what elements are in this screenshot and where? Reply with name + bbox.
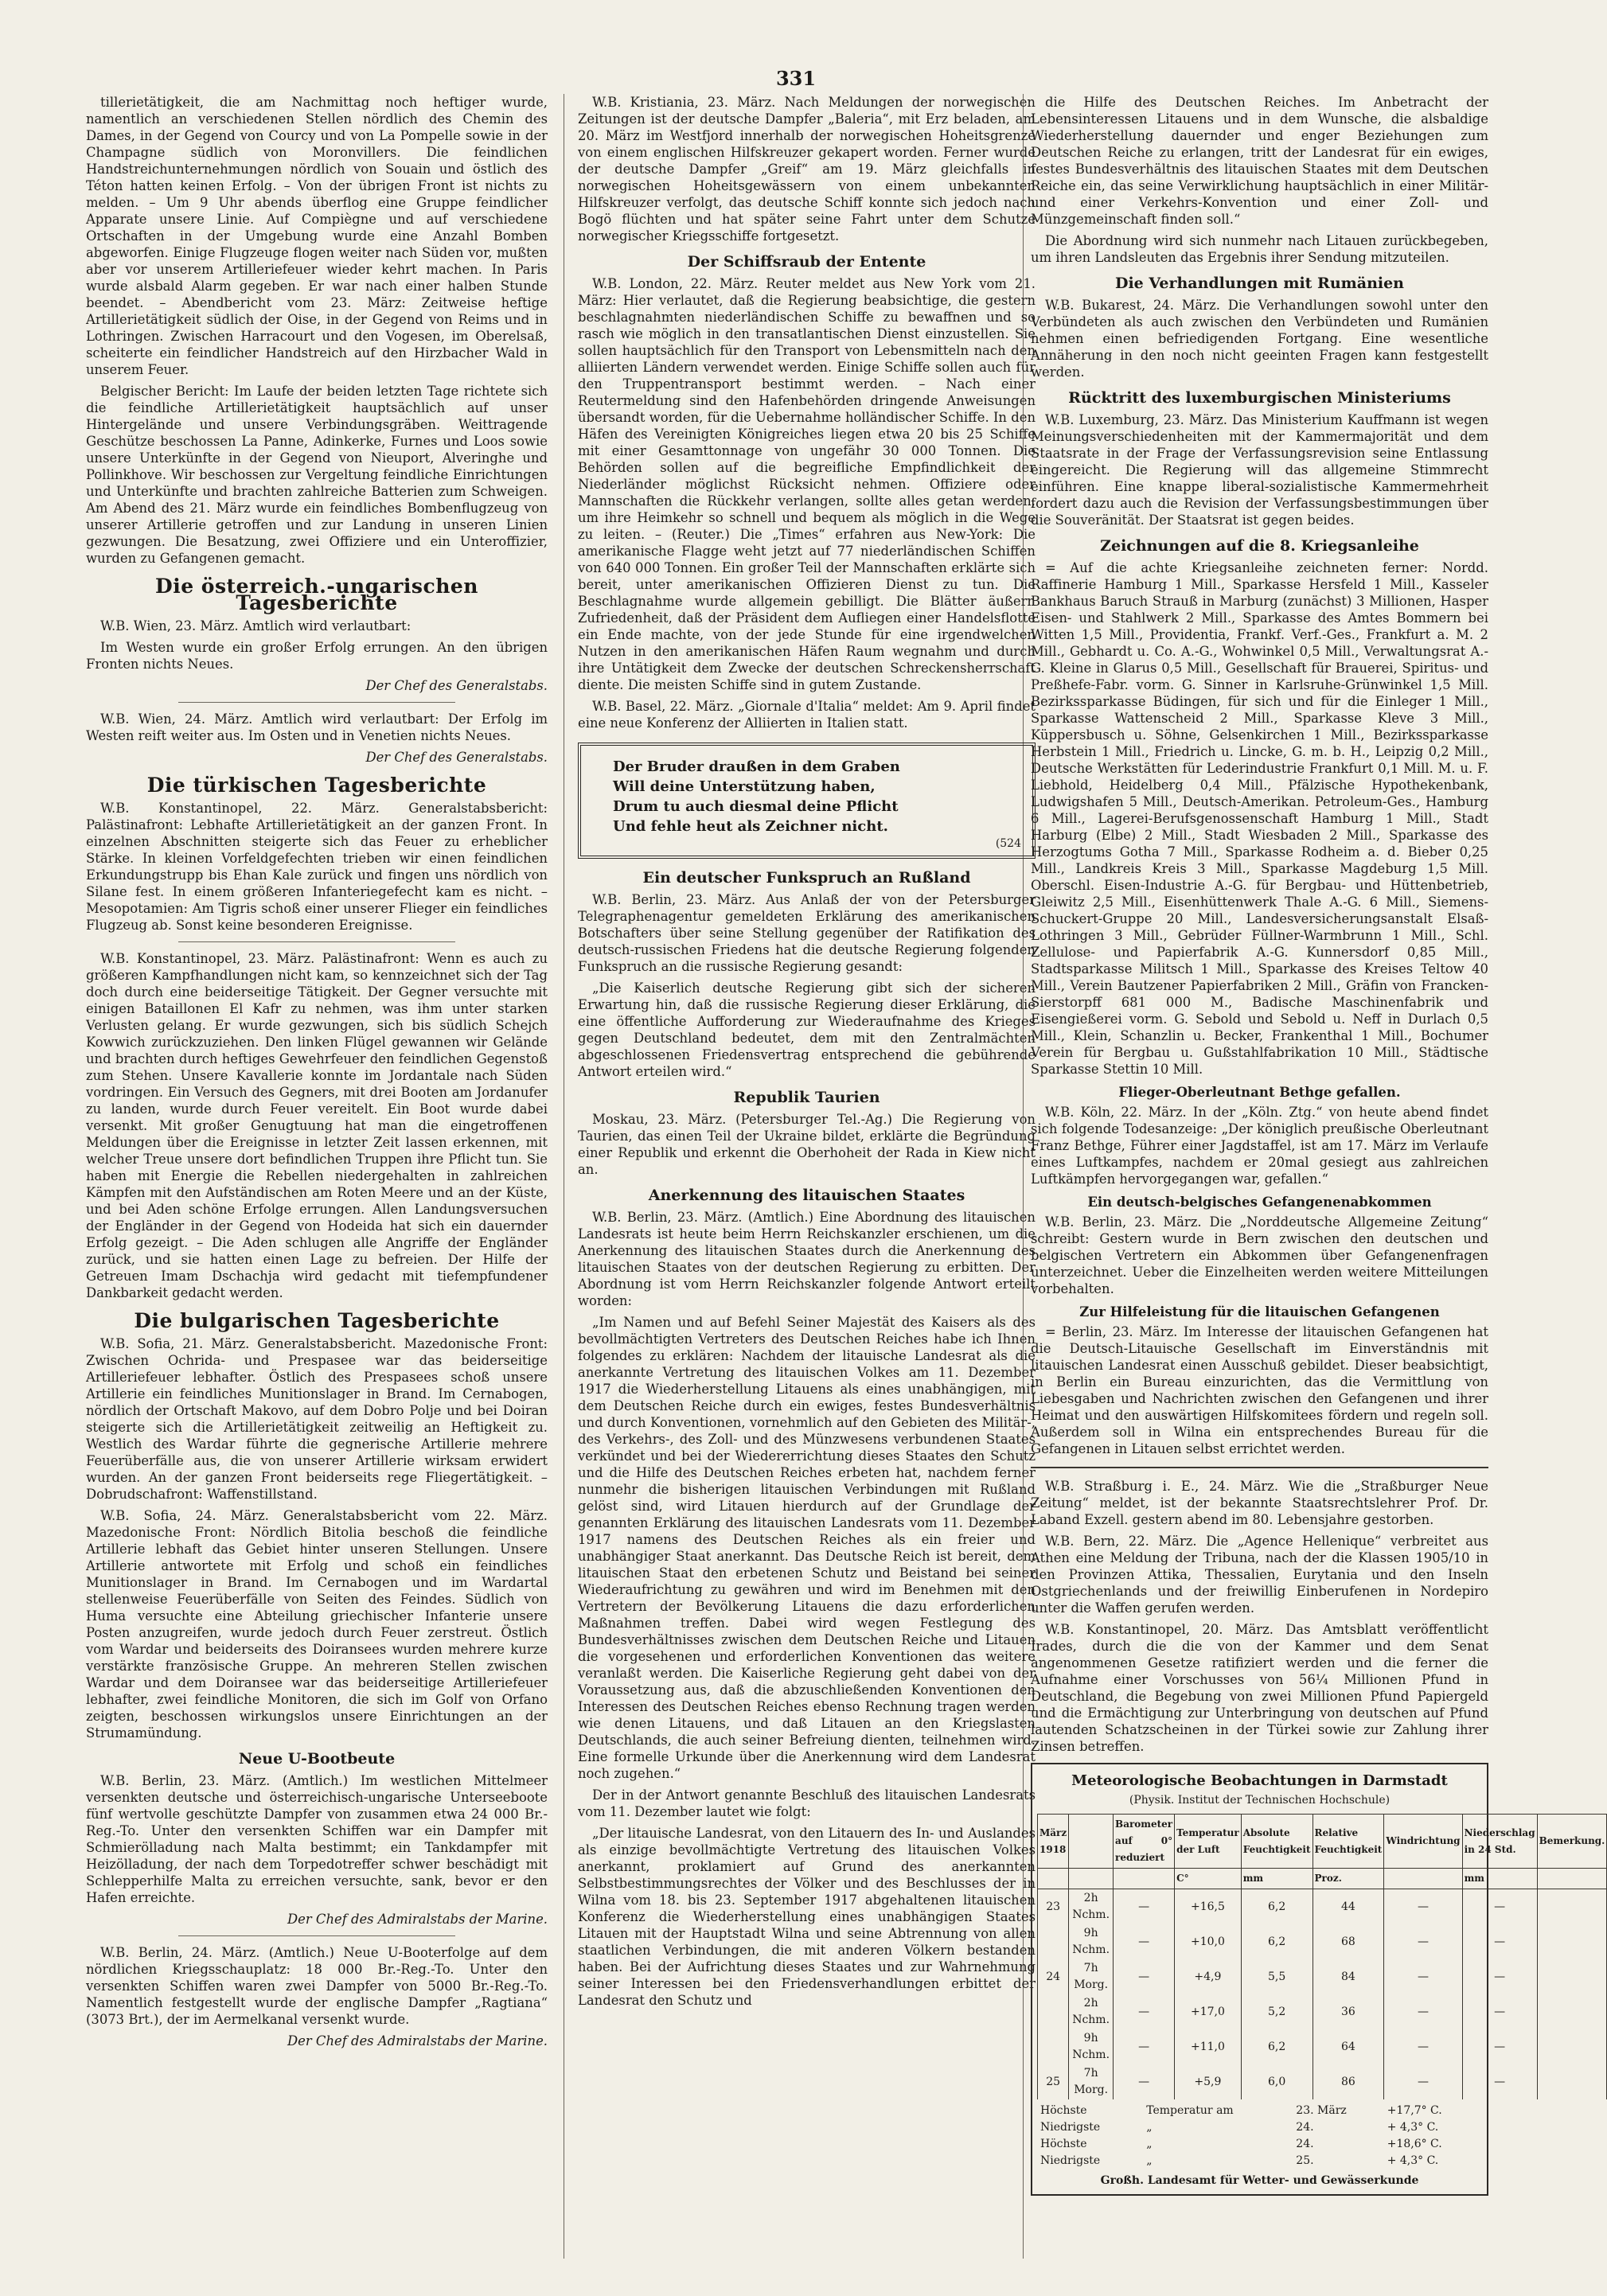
article-paragraph: W.B. Konstantinopel, 20. März. Das Amtsblatt veröffentlicht Irades, durch die die von der Kammer und dem Senat angenommenen Gesetze ratifiziert werden und die ferner die Aufnahme einer Vorschusses von 56¼ Millionen Pfund in Deutschland, die Begebung von zwei Millionen Pfund Papiergeld und die Ermächtigung zur Unterbringung von deutschen auf Pfund lautenden Schatzscheinen in der Türkei sowie zur Zahlung ihrer Zinsen betreffen.: [1031, 1622, 1488, 1754]
weather-cell: 7h Morg.: [1069, 2064, 1114, 2099]
weather-cell: [1038, 1924, 1069, 1959]
weather-column-header: Windrichtung: [1384, 1815, 1462, 1869]
article-paragraph: = Berlin, 23. März. Im Interesse der litauischen Gefangenen hat die Deutsch-Litauische Gesellschaft im Einverständnis mit litauischen Landesrat einen Ausschuß gebildet. Dieser beabsichtigt, in Berlin ein Bureau einzurichten, das die Vermittlung von Liebesgaben und Nachrichten zwischen den Gefangenen und ihrer Heimat und den auswärtigen Hilfskomitees fördern und regeln soll. Außerdem soll in Wilna ein entsprechendes Bureau für die Gefangenen in Litauen selbst errichtet werden.: [1031, 1324, 1488, 1456]
weather-column-header: Relative Feuchtigkeit: [1313, 1815, 1384, 1869]
weather-unit: C°: [1175, 1869, 1242, 1889]
article-paragraph: W.B. Wien, 23. März. Amtlich wird verlautbart:: [100, 618, 412, 633]
weather-cell: [1537, 1994, 1607, 2029]
weather-summary-row: [1037, 2103, 1482, 2119]
article-paragraph: W.B. London, 22. März. Reuter meldet aus New York vom 21. März: Hier verlautet, daß die Regierung beabsichtige, die gestern beschlagnahmten niederländischen Schiffe zu bewaffnen und so rasch wie möglich in den transatlantischen Dienst einzustellen. Sie sollen hauptsächlich für den Transport von Lebensmitteln nach den alliierten Ländern verwendet werden. Einige Schiffe sollen auch für den Truppentransport bestimmt werden. – Nach einer Reutermeldung sind den Hafenbehörden dringende Anweisungen übersandt worden, für die Uebernahme holländischer Schiffe. In den Häfen des Vereinigten Königreiches liegen etwa 20 bis 25 Schiffe mit einer Gesamttonnage von ungefähr 30 000 Tonnen. Die Behörden sollen auf die begreifliche Empfindlichkeit der Niederländer möglichst Rücksicht nehmen. Offiziere oder Mannschaften die Rückkehr verlangen, sollte alles getan werden, um ihre Heimkehr so schnell und bequem als möglich in die Wege zu leiten. – (Reuter.) Die „Times“ erfahren aus New-York: Die amerikanische Flagge weht jetzt auf 77 niederländischen Schiffen von 640 000 Tonnen. Ein großer Teil der Mannschaften erklärte sich bereit, unter amerikanischen Offizieren Dienst zu tun. Die Beschlagnahme wurde allgemein gebilligt. Die Blätter äußern Zufriedenheit, daß der Präsident dem Aufliegen einer Handelsflotte ein Ende machte, von der jede Stunde für eine irgendwelchen Nutzen in den amerikanischen Häfen Raum wegnahm und durch ihre Untätigkeit dem Zwecke der deutschen Schreckensherrschaft diente. Die meisten Schiffe sind in gutem Zustande.: [578, 276, 1036, 692]
section-heading: Die bulgarischen Tagesberichte: [134, 1309, 500, 1332]
weather-cell: 68: [1313, 1924, 1384, 1959]
weather-cell: 64: [1313, 2029, 1384, 2064]
article-paragraph: W.B. Sofia, 24. März. Generalstabsbericht vom 22. März. Mazedonische Front: Nördlich Bitolia beschoß die feindliche Artillerie lebhaft das Gebiet hinter unseren Stellungen. Unsere Artillerie antwortete mit Erfolg und schoß ein feindliches Munitionslager in Brand. Im Cernabogen und im Wardartal stellenweise Feuerüberfälle von Seiten des Feindes. Südlich von Huma versuchte eine Abteilung griechischer Infanterie unsere Posten anzugreifen, wurde jedoch durch Feuer zerstreut. Östlich vom Wardar und beiderseits des Doiransees wurden mehrere kurze verstärkte französische Gruppe. An mehreren Stellen zwischen Wardar und dem Doiransee war das beiderseitige Artilleriefeuer lebhafter, zwei feindliche Monitoren, die sich im Golf von Orfano zeigten, beschossen wirkungslos unsere Einrichtungen an der Strumamündung.: [86, 1508, 548, 1741]
weather-cell: +5,9: [1175, 2064, 1242, 2099]
article-paragraph: W.B. Konstantinopel, 23. März. Palästinafront: Wenn es auch zu größeren Kampfhandlungen nicht kam, so kennzeichnet sich der Tag doch durch eine beiderseitige Tätigkeit. Der Gegner versuchte mit einigen Bataillonen El Kafr zu nehmen, was ihm unter starken Verlusten gelang. Er wurde gezwungen, sich bis südlich Schejch Kowwich zurückzuziehen. Den linken Flügel gewannen wir Gelände und brachten durch heftiges Gewehrfeuer den feindlichen Gegenstoß zum Stehen. Unsere Kavallerie konnte im Jordantale nach Süden vordringen. Ein Versuch des Gegners, mit drei Booten am Jordanufer zu landen, wurde durch Feuer vereitelt. Ein Boot wurde dabei versenkt. Mit großer Genugtuung hat man die eingetroffenen Meldungen über die Ereignisse in letzter Zeit lassen erkennen, mit welcher Treue unsere dort befindlichen Truppen ihre Pflicht tun. Sie haben mit Energie die Rebellen niedergehalten in zahlreichen Kämpfen mit den Aufständischen am Roten Meere und an der Küste, und bei Aden schöne Erfolge errungen. Allen Landungsversuchen der Engländer in der Gegend von Hodeida hat sich ein dauernder Erfolg gezeigt. – Die Aden schlugen alle Angriffe der Engländer zurück, und sie hatten einen Lage zu befreien. Der Hilfe der Getreuen Imam Dschachja wird gedacht mit tiefempfundener Dankbarkeit gedacht werden.: [86, 951, 548, 1300]
weather-summary-cell: +18,6° C.: [1387, 2138, 1442, 2150]
war-bond-advertisement: [578, 743, 1036, 859]
weather-summary-cell: +17,7° C.: [1387, 2104, 1442, 2117]
weather-cell: [1537, 2064, 1607, 2099]
page-number: 331: [775, 67, 817, 90]
article-paragraph: W.B. Bukarest, 24. März. Die Verhandlungen sowohl unter den Verbündeten als auch zwischen den Verbündeten und Rumänien nehmen einen befriedigenden Fortgang. Eine wesentliche Annäherung in den noch nicht geeinten Fragen kann festgestellt werden.: [1031, 298, 1488, 380]
weather-summary-cell: + 4,3° C.: [1387, 2121, 1439, 2134]
weather-cell: 86: [1313, 2064, 1384, 2099]
weather-cell: —: [1114, 1889, 1175, 1925]
weather-cell: —: [1114, 2029, 1175, 2064]
signature-line: Der Chef des Admiralstabs der Marine.: [287, 1912, 548, 1927]
weather-cell: +16,5: [1175, 1889, 1242, 1925]
weather-summary-cell: „: [1146, 2138, 1153, 2150]
weather-cell: —: [1462, 1924, 1537, 1959]
article-paragraph: = Auf die achte Kriegsanleihe zeichneten ferner: Nordd. Raffinerie Hamburg 1 Mill., Sparkasse Hersfeld 1 Mill., Kasseler Bankhaus Baruch Strauß in Marburg (zunächst) 3 Millionen, Hasper Eisen- und Stahlwerk 2 Mill., Sparkasse des Amtes Bommern bei Witten 1,5 Mill., Providentia, Frankf. Verf.-Ges., Frankfurt a. M. 2 Mill., Gebhardt u. Co. A.-G., Wohwinkel 0,5 Mill., Verwaltungsrat A.-G. Kleine in Glarus 0,5 Mill., Gesellschaft für Brauerei, Spiritus- und Preßhefe-Fabr. vorm. G. Sinner in Karlsruhe-Grünwinkel 1,5 Mill. Bezirkssparkasse Büdingen, für sich und für die Einleger 1 Mill., Sparkasse Wattenscheid 2 Mill., Sparkasse Kleve 3 Mill., Küppersbusch u. Söhne, Gelsenkirchen 1 Mill., Bezirkssparkasse Herbstein 1 Mill., Friedrich u. Lincke, G. m. b. H., Leipzig 0,2 Mill., Deutsche Werkstätten für Lederindustrie Frankfurt 0,1 Mill. M. u. F. Liebhold, Heidelberg 0,4 Mill., Pfälzische Hypothekenbank, Ludwigshafen 5 Mill., Deutsch-Amerikan. Petroleum-Ges., Hamburg 6 Mill., Lagerei-Berufsgenossenschaft Hamburg 1 Mill., Stadt Harburg (Elbe) 2 Mill., Stadt Wiesbaden 2 Mill., Sparkasse des Herzogtums Gotha 7 Mill., Sparkasse Rodheim a. d. Bieber 0,25 Mill., Landkreis Kreis 3 Mill., Sparkasse Magdeburg 1,5 Mill. Oberschl. Eisen-Industrie A.-G. für Bergbau- und Hüttenbetrieb, Gleiwitz 2,5 Mill., Eisenhüttenwerk Thale A.-G. 6 Mill., Siemens-Schuckert-Gruppe 20 Mill., Landesversicherungsanstalt Elsaß-Lothringen 3 Mill., Gebrüder Füllner-Warmbrunn 1 Mill., Schl. Zellulose- und Papierfabrik A.-G. Kunnersdorf 0,85 Mill., Stadtsparkasse Militsch 1 Mill., Sparkasse des Kreises Teltow 40 Mill., Verein Bautzener Papierfabriken 2 Mill., Gräfin von Francken-Sierstorpff 681 000 M., Badische Maschinenfabrik und Eisengießerei vorm. G. Sebold und Sebold u. Neff in Durlach 0,5 Mill., Klein, Schanzlin u. Becker, Frankenthal 1 Mill., Bochumer Verein für Bergbau u. Gußstahlfabrikation 10 Mill., Städtische Sparkasse Stettin 10 Mill.: [1031, 560, 1488, 1077]
weather-summary-cell: Höchste: [1040, 2138, 1087, 2150]
article-paragraph: W.B. Kristiania, 23. März. Nach Meldungen der norwegischen Zeitungen ist der deutsche Dampfer „Baleria“, mit Erz beladen, am 20. März im Westfjord innerhalb der norwegischen Hoheitsgrenze von einem englischen Hilfskreuzer gekapert worden. Ferner wurde der deutsche Dampfer „Greif“ am 19. März gleichfalls in norwegischen Hoheitsgewässern von einem unbekannten Hilfskreuzer verfolgt, das deutsche Schiff konnte sich jedoch nach Bogö flüchten und hat später seine Fahrt unter dem Schutze norwegischer Kriegsschiffe fortgesetzt.: [578, 95, 1036, 244]
article-paragraph: Der in der Antwort genannte Beschluß des litauischen Landesrats vom 11. Dezember lautet wie folgt:: [578, 1787, 1036, 1819]
article-headline: Republik Taurien: [733, 1089, 880, 1106]
weather-cell: 5,5: [1241, 1959, 1313, 1994]
article-paragraph: W.B. Bern, 22. März. Die „Agence Hellenique“ verbreitet aus Athen eine Meldung der Tribuna, nach der die Klassen 1905/10 in den Provinzen Attika, Thessalien, Eurytania und den Inseln Ostgriechenlands und der freiwillig Einberufenen in Nordepiro unter die Waffen gerufen werden.: [1031, 1534, 1488, 1616]
weather-unit: Proz.: [1313, 1869, 1384, 1889]
weather-cell: —: [1384, 1959, 1462, 1994]
article-subheadline: Flieger-Oberleutnant Bethge gefallen.: [1118, 1085, 1401, 1100]
article-paragraph: „Im Namen und auf Befehl Seiner Majestät des Kaisers als des bevollmächtigten Vertreters des Deutschen Reiches habe ich Ihnen folgendes zu erklären: Nachdem der litauische Landesrat als die anerkannte Vertretung des litauischen Volkes am 11. Dezember 1917 die Wiederherstellung Litauens als eines unabhängigen, mit dem Deutschen Reiche durch ein ewiges, festes Bundesverhältnis und durch Konventionen, vornehmlich auf den Gebieten des Militär-, des Verkehrs-, des Zoll- und des Münzwesens verbundenen Staates verkündet und bei der Wiedererrichtung dieses Staates den Schutz und die Hilfe des Deutschen Reiches erbeten hat, nachdem ferner nunmehr die bisherigen litauischen Verbindungen mit Rußland gelöst sind, wird Litauen hierdurch auf der Grundlage der genannten Erklärung des litauischen Landesrats vom 11. Dezember 1917 namens des Deutschen Reiches als ein freier und unabhängiger Staat anerkannt. Das Deutsche Reich ist bereit, dem litauischen Staat den erbetenen Schutz und Beistand bei seiner Wiederaufrichtung zu gewähren und wird im Benehmen mit den Vertretern der Bevölkerung Litauens die dazu erforderlichen Maßnahmen treffen. Dabei wird wegen Festlegung des Bundesverhältnisses zwischen dem Deutschen Reiche und Litauen die vorgesehenen und erforderlichen Konventionen das weitere veranlaßt werden. Die Kaiserliche Regierung geht dabei von der Voraussetzung aus, daß die abzuschließenden Konventionen den Interessen des Deutschen Reiches ebenso Rechnung tragen werden wie denen Litauens, und daß Litauen an den Kriegslasten Deutschlands, die auch seiner Befreiung dienten, teilnehmen wird. Eine formelle Urkunde über die Anerkennung wird dem Landesrat noch zugehen.“: [578, 1315, 1036, 1781]
weather-row: [1038, 2064, 1607, 2099]
weather-cell: —: [1114, 1994, 1175, 2029]
weather-unit: [1069, 1869, 1114, 1889]
weather-cell: 9h Nchm.: [1069, 1924, 1114, 1959]
weather-summary-row: [1037, 2153, 1482, 2169]
article-paragraph: W.B. Luxemburg, 23. März. Das Ministerium Kauffmann ist wegen Meinungsverschiedenheiten mit der Kammermajorität und dem Staatsrate in der Frage der Verfassungsrevision seine Entlassung eingereicht. Die Regierung will das allgemeine Stimmrecht einführen. Eine knappe liberal-sozialistische Kammermehrheit fordert dazu auch die Revision der Verfassungsbestimmungen über die Souveränität. Der Staatsrat ist gegen beides.: [1031, 412, 1488, 528]
signature-line: Der Chef des Generalstabs.: [365, 678, 548, 693]
weather-cell: [1038, 1994, 1069, 2029]
article-paragraph: W.B. Straßburg i. E., 24. März. Wie die „Straßburger Neue Zeitung“ meldet, ist der bekannte Staatsrechtslehrer Prof. Dr. Laband Exzell. gestern abend im 80. Lebensjahre gestorben.: [1031, 1479, 1488, 1527]
weather-cell: +10,0: [1175, 1924, 1242, 1959]
column-3: [1031, 94, 1605, 2243]
column-2: [578, 94, 1036, 2243]
weather-cell: 84: [1313, 1959, 1384, 1994]
weather-summary-cell: 25.: [1296, 2154, 1314, 2167]
weather-summary-cell: 24.: [1296, 2121, 1314, 2134]
weather-summary-cell: Niedrigste: [1040, 2154, 1101, 2167]
weather-cell: 25: [1038, 2064, 1069, 2099]
weather-source: Großh. Landesamt für Wetter- und Gewässerkunde: [1100, 2174, 1419, 2187]
separator-rule: [1031, 1467, 1488, 1468]
weather-cell: 6,2: [1241, 2029, 1313, 2064]
article-paragraph: W.B. Köln, 22. März. In der „Köln. Ztg.“ von heute abend findet sich folgende Todesanzeige: „Der königlich preußische Oberleutnant Franz Bethge, Führer einer Jagdstaffel, ist am 17. März im Verlaufe eines Luftkampfes, nachdem er 20mal gesiegt aus zahlreichen Luftkämpfen hervorgegangen war, gefallen.“: [1031, 1105, 1488, 1187]
weather-cell: —: [1384, 2029, 1462, 2064]
article-paragraph: die Hilfe des Deutschen Reiches. Im Anbetracht der Lebensinteressen Litauens und in dem Wunsche, die alsbaldige Wiederherstellung dauernder und enger Beziehungen zum Deutschen Reiche zu erlangen, tritt der Landesrat für ein ewiges, festes Bundesverhältnis des litauischen Staates mit dem Deutschen Reiche ein, das seine Verwirklichung hauptsächlich in einer Militär- und einer Verkehrs-Konvention und einer Zoll- und Münzgemeinschaft finden soll.“: [1031, 95, 1488, 227]
weather-cell: —: [1384, 1889, 1462, 1925]
article-paragraph: Die Abordnung wird sich nunmehr nach Litauen zurückbegeben, um ihren Landsleuten das Ergebnis ihrer Sendung mitzuteilen.: [1031, 233, 1488, 265]
weather-cell: 2h Nchm.: [1069, 1889, 1114, 1925]
article-subheadline: Ein deutsch-belgisches Gefangenenabkommen: [1087, 1195, 1432, 1210]
weather-cell: 5,2: [1241, 1994, 1313, 2029]
separator-rule: [178, 941, 455, 942]
weather-cell: —: [1462, 1959, 1537, 1994]
weather-cell: —: [1114, 2064, 1175, 2099]
weather-cell: —: [1114, 1959, 1175, 1994]
article-paragraph: W.B. Sofia, 21. März. Generalstabsbericht. Mazedonische Front: Zwischen Ochrida- und Prespasee war das beiderseitige Artilleriefeuer lebhafter. Östlich des Prespasees schoß unsere Artillerie ein feindliches Munitionslager in Brand. Im Cernabogen, nördlich der Ortschaft Makovo, auf dem Dobro Polje und bei Doiran steigerte sich die Artillerietätigkeit zeitweilig an Heftigkeit zu. Westlich des Wardar führte die gegnerische Artillerie mehrere Feuerüberfälle aus, die von unserer Artillerie wirksam erwidert wurden. An der ganzen Front beiderseits rege Fliegertätigkeit. – Dobrudschafront: Waffenstillstand.: [86, 1336, 548, 1502]
signature-line: Der Chef des Generalstabs.: [365, 750, 548, 765]
section-heading: Die türkischen Tagesberichte: [146, 774, 487, 797]
advertisement-line: Der Bruder draußen in dem Graben: [613, 758, 900, 775]
weather-cell: 7h Morg.: [1069, 1959, 1114, 1994]
article-paragraph: W.B. Konstantinopel, 22. März. Generalstabsbericht: Palästinafront: Lebhafte Artillerietätigkeit an der ganzen Front. In einzelnen Abschnitten steigerte sich das Feuer zu erheblicher Stärke. In kleinen Vorfeldgefechten trieben wir einen feindlichen Erkundungstrupp bis Ehan Kale zurück und fingen uns nördlich von Silane fest. In einem größeren Infanteriegefecht kam es nicht. – Mesopotamien: Am Tigris schoß einer unserer Flieger ein feindliches Flugzeug ab. Sonst keine besonderen Ereignisse.: [86, 801, 548, 933]
article-paragraph: W.B. Berlin, 23. März. Aus Anlaß der von der Petersburger Telegraphenagentur gemeldeten Erklärung des amerikanischen Botschafters über seine Stellung gegenüber der Ratifikation des deutsch-russischen Friedens hat die deutsche Regierung folgenden Funkspruch an die russische Regierung gesandt:: [578, 892, 1036, 974]
weather-cell: —: [1384, 1924, 1462, 1959]
weather-cell: 6,2: [1241, 1924, 1313, 1959]
article-paragraph: W.B. Wien, 24. März. Amtlich wird verlautbart: Der Erfolg im Westen reift weiter aus. Im Osten und in Venetien nichts Neues.: [86, 711, 548, 743]
weather-cell: —: [1462, 2029, 1537, 2064]
weather-box: [1031, 1763, 1605, 2196]
article-headline: Rücktritt des luxemburgischen Ministeriums: [1068, 389, 1451, 407]
weather-units-row: [1038, 1869, 1607, 1889]
article-headline: Anerkennung des litauischen Staates: [648, 1187, 965, 1204]
weather-cell: [1537, 2029, 1607, 2064]
weather-cell: [1537, 1889, 1607, 1925]
separator-rule: [178, 702, 455, 703]
weather-column-header: Absolute Feuchtigkeit: [1241, 1815, 1313, 1869]
separator-rule: [178, 1935, 455, 1936]
weather-column-header: Bemerkung.: [1537, 1815, 1607, 1869]
weather-cell: —: [1384, 2064, 1462, 2099]
column-3-articles: [1031, 94, 1488, 1755]
weather-row: [1038, 1994, 1607, 2029]
weather-column-header: März 1918: [1038, 1815, 1069, 1869]
advertisement-line: Drum tu auch diesmal deine Pflicht: [613, 798, 899, 815]
article-subheadline: Zur Hilfeleistung für die litauischen Gefangenen: [1079, 1304, 1440, 1320]
article-paragraph: Moskau, 23. März. (Petersburger Tel.-Ag.) Die Regierung von Taurien, das einen Teil der Ukraine bildet, erklärte die Begründung einer Republik und erkennt die Oberhoheit der Rada in Kiew nicht an.: [578, 1112, 1036, 1177]
weather-cell: +4,9: [1175, 1959, 1242, 1994]
weather-column-header: Barometer auf 0° reduziert: [1114, 1815, 1175, 1869]
weather-column-header: Temperatur der Luft: [1175, 1815, 1242, 1869]
weather-cell: —: [1114, 1924, 1175, 1959]
weather-summary-cell: „: [1146, 2154, 1153, 2167]
weather-summary-row: [1037, 2136, 1482, 2153]
weather-cell: 23: [1038, 1889, 1069, 1925]
article-paragraph: Im Westen wurde ein großer Erfolg errungen. An den übrigen Fronten nichts Neues.: [86, 640, 548, 672]
weather-subtitle: (Physik. Institut der Technischen Hochschule): [1129, 1794, 1391, 1807]
weather-unit: mm: [1241, 1869, 1313, 1889]
weather-cell: [1038, 2029, 1069, 2064]
weather-summary-cell: „: [1146, 2121, 1153, 2134]
weather-column-header: Niederschlag in 24 Std.: [1462, 1815, 1537, 1869]
article-paragraph: „Der litauische Landesrat, von den Litauern des In- und Auslandes als einzige bevollmächtigte Vertretung des litauischen Volkes anerkannt, proklamiert auf Grund des anerkannten Selbstbestimmungsrechtes der Völker und des Beschlusses der in Wilna vom 18. bis 23. September 1917 abgehaltenen litauischen Konferenz die Wiederherstellung eines unabhängigen Staates Litauen mit der Hauptstadt Wilna und seine Abtrennung von allen staatlichen Verbindungen, die mit anderen Völkern bestanden haben. Bei der Aufrichtung dieses Staates und zur Wahrnehmung seiner Interessen bei den Friedensverhandlungen erbittet der Landesrat den Schutz und: [578, 1826, 1036, 2008]
section-heading: Die österreich.-ungarischen Tagesberichte: [155, 575, 478, 614]
weather-column-header: [1069, 1815, 1114, 1869]
article-paragraph: W.B. Basel, 22. März. „Giornale d'Italia“ meldet: Am 9. April findet eine neue Konferenz der Alliierten in Italien statt.: [578, 699, 1036, 731]
weather-cell: +11,0: [1175, 2029, 1242, 2064]
advertisement-line: Will deine Unterstützung haben,: [613, 778, 876, 795]
article-paragraph: Belgischer Bericht: Im Laufe der beiden letzten Tage richtete sich die feindliche Artillerietätigkeit hauptsächlich auf unser Hintergelände und unsere Verbindungsgräben. Weittragende Geschütze beschossen La Panne, Adinkerke, Furnes und Loos sowie unsere Unterkünfte in der Gegend von Nieuport, Alveringhe und Pollinkhove. Wir beschossen zur Vergeltung feindliche Einrichtungen und Unterkünfte und brachten zahlreiche Batterien zum Schweigen. Am Abend des 21. März wurde ein feindliches Bombenflugzeug von unserer Artillerie getroffen und zur Landung in unseren Linien gezwungen. Die Besatzung, zwei Offiziere und ein Unteroffizier, wurden zu Gefangenen gemacht.: [86, 384, 548, 566]
article-headline: Zeichnungen auf die 8. Kriegsanleihe: [1100, 537, 1419, 555]
article-headline: Der Schiffsraub der Entente: [687, 253, 926, 271]
weather-row: [1038, 1959, 1607, 1994]
article-headline: Die Verhandlungen mit Rumänien: [1114, 275, 1405, 292]
weather-cell: 44: [1313, 1889, 1384, 1925]
weather-cell: 9h Nchm.: [1069, 2029, 1114, 2064]
weather-summary-cell: + 4,3° C.: [1387, 2154, 1439, 2167]
weather-cell: —: [1462, 1889, 1537, 1925]
weather-summary-cell: Niedrigste: [1040, 2121, 1101, 2134]
weather-row: [1038, 1924, 1607, 1959]
article-headline: Neue U-Bootbeute: [238, 1750, 396, 1768]
advertisement-line: Und fehle heut als Zeichner nicht.: [613, 818, 888, 835]
weather-summary-cell: Höchste: [1040, 2104, 1087, 2117]
column-1: [86, 94, 548, 2243]
signature-line: Der Chef des Admiralstabs der Marine.: [287, 2033, 548, 2048]
article-headline: Ein deutscher Funkspruch an Rußland: [642, 869, 971, 887]
article-paragraph: W.B. Berlin, 24. März. (Amtlich.) Neue U-Booterfolge auf dem nördlichen Kriegsschauplatz: 18 000 Br.-Reg.-To. Unter den versenkten Schiffen waren zwei Dampfer von 5000 Br.-Reg.-To. Namentlich festgestellt wurde der englische Dampfer „Ragtiana“ (3073 Brt.), der im Aermelkanal versenkt wurde.: [86, 1945, 548, 2027]
weather-unit: [1114, 1869, 1175, 1889]
weather-header-row: [1038, 1815, 1607, 1869]
weather-summary-cell: Temperatur am: [1146, 2104, 1234, 2117]
weather-row: [1038, 2029, 1607, 2064]
advertisement-reference: (524: [995, 837, 1021, 850]
weather-cell: 2h Nchm.: [1069, 1994, 1114, 2029]
weather-summary-cell: 23. März: [1296, 2104, 1347, 2117]
weather-cell: 6,0: [1241, 2064, 1313, 2099]
article-paragraph: W.B. Berlin, 23. März. Die „Norddeutsche Allgemeine Zeitung“ schreibt: Gestern wurde in Bern zwischen den deutschen und belgischen Vertretern ein Abkommen über Gefangenenfragen unterzeichnet. Ueber die Einzelheiten werden weitere Mitteilungen vorbehalten.: [1031, 1214, 1488, 1296]
weather-cell: —: [1462, 1994, 1537, 2029]
weather-cell: 24: [1038, 1959, 1069, 1994]
weather-unit: [1537, 1869, 1607, 1889]
weather-summary-cell: 24.: [1296, 2138, 1314, 2150]
weather-unit: [1038, 1869, 1069, 1889]
weather-unit: mm: [1462, 1869, 1537, 1889]
article-paragraph: „Die Kaiserlich deutsche Regierung gibt sich der sicheren Erwartung hin, daß die russische Regierung dieser Erklärung, die eine öffentliche Aufforderung zur Wiederaufnahme des Krieges gegen Deutschland bedeutet, dem mit den Zentralmächten abgeschlossenen Friedensvertrag entsprechend die gebührende Antwort erteilen wird.“: [578, 980, 1036, 1079]
article-paragraph: W.B. Berlin, 23. März. (Amtlich.) Eine Abordnung des litauischen Landesrats ist heute beim Herrn Reichskanzler erschienen, um die Anerkennung des litauischen Staates durch die Anerkennung des litauischen Staates von der deutschen Regierung zu erbitten. Der Abordnung ist vom Herrn Reichskanzler folgende Antwort erteilt worden:: [578, 1210, 1036, 1308]
weather-cell: 36: [1313, 1994, 1384, 2029]
weather-cell: [1537, 1959, 1607, 1994]
weather-cell: —: [1384, 1994, 1462, 2029]
weather-cell: [1537, 1924, 1607, 1959]
weather-unit: [1384, 1869, 1462, 1889]
weather-cell: +17,0: [1175, 1994, 1242, 2029]
weather-row: [1038, 1889, 1607, 1925]
article-paragraph: tillerietätigkeit, die am Nachmittag noch heftiger wurde, namentlich an verschiedenen Stellen nördlich des Chemin des Dames, in der Gegend von Courcy und von La Pompelle sowie in der Champagne südlich von Moronvillers. Die feindlichen Handstreichunternehmungen nördlich von Souain und östlich des Téton hatten keinen Erfolg. – Von der übrigen Front ist nichts zu melden. – Um 9 Uhr abends überflog eine Gruppe feindlicher Apparate unsere Linie. Auf Compiègne und auf verschiedene Ortschaften in der Umgebung wurde eine Anzahl Bomben abgeworfen. Einige Flugzeuge flogen weiter nach Süden vor, mußten aber vor unserem Artilleriefeuer wieder kehrt machen. In Paris wurde alsbald Alarm gegeben. Er war nach einer halben Stunde beendet. – Abendbericht vom 23. März: Zeitweise heftige Artillerietätigkeit südlich der Oise, in der Gegend von Reims und in Lothringen. Zwischen Harracourt und den Vogesen, im Oberelsaß, scheiterte ein feindlicher Handstreich auf den Hirzbacher Wald in unserem Feuer.: [86, 95, 548, 377]
weather-cell: 6,2: [1241, 1889, 1313, 1925]
weather-table: [1037, 1814, 1607, 2099]
weather-cell: —: [1462, 2064, 1537, 2099]
weather-title: Meteorologische Beobachtungen in Darmstadt: [1071, 1772, 1448, 1789]
weather-summary-row: [1037, 2119, 1482, 2136]
weather-summary: [1037, 2103, 1482, 2169]
article-paragraph: W.B. Berlin, 23. März. (Amtlich.) Im westlichen Mittelmeer versenkten deutsche und österreichisch-ungarische Unterseeboote fünf wertvolle geschützte Dampfer von zusammen etwa 24 000 Br.-Reg.-To. Unter den versenkten Schiffen war ein Dampfer mit Schmierölladung nach Malta bestimmt; ein Tankdampfer mit Heizölladung, der nach dem Torpedotreffer schwer beschädigt mit Schlepperhilfe Malta zu erreichen versuchte, sank, bevor er den Hafen erreichte.: [86, 1773, 548, 1905]
